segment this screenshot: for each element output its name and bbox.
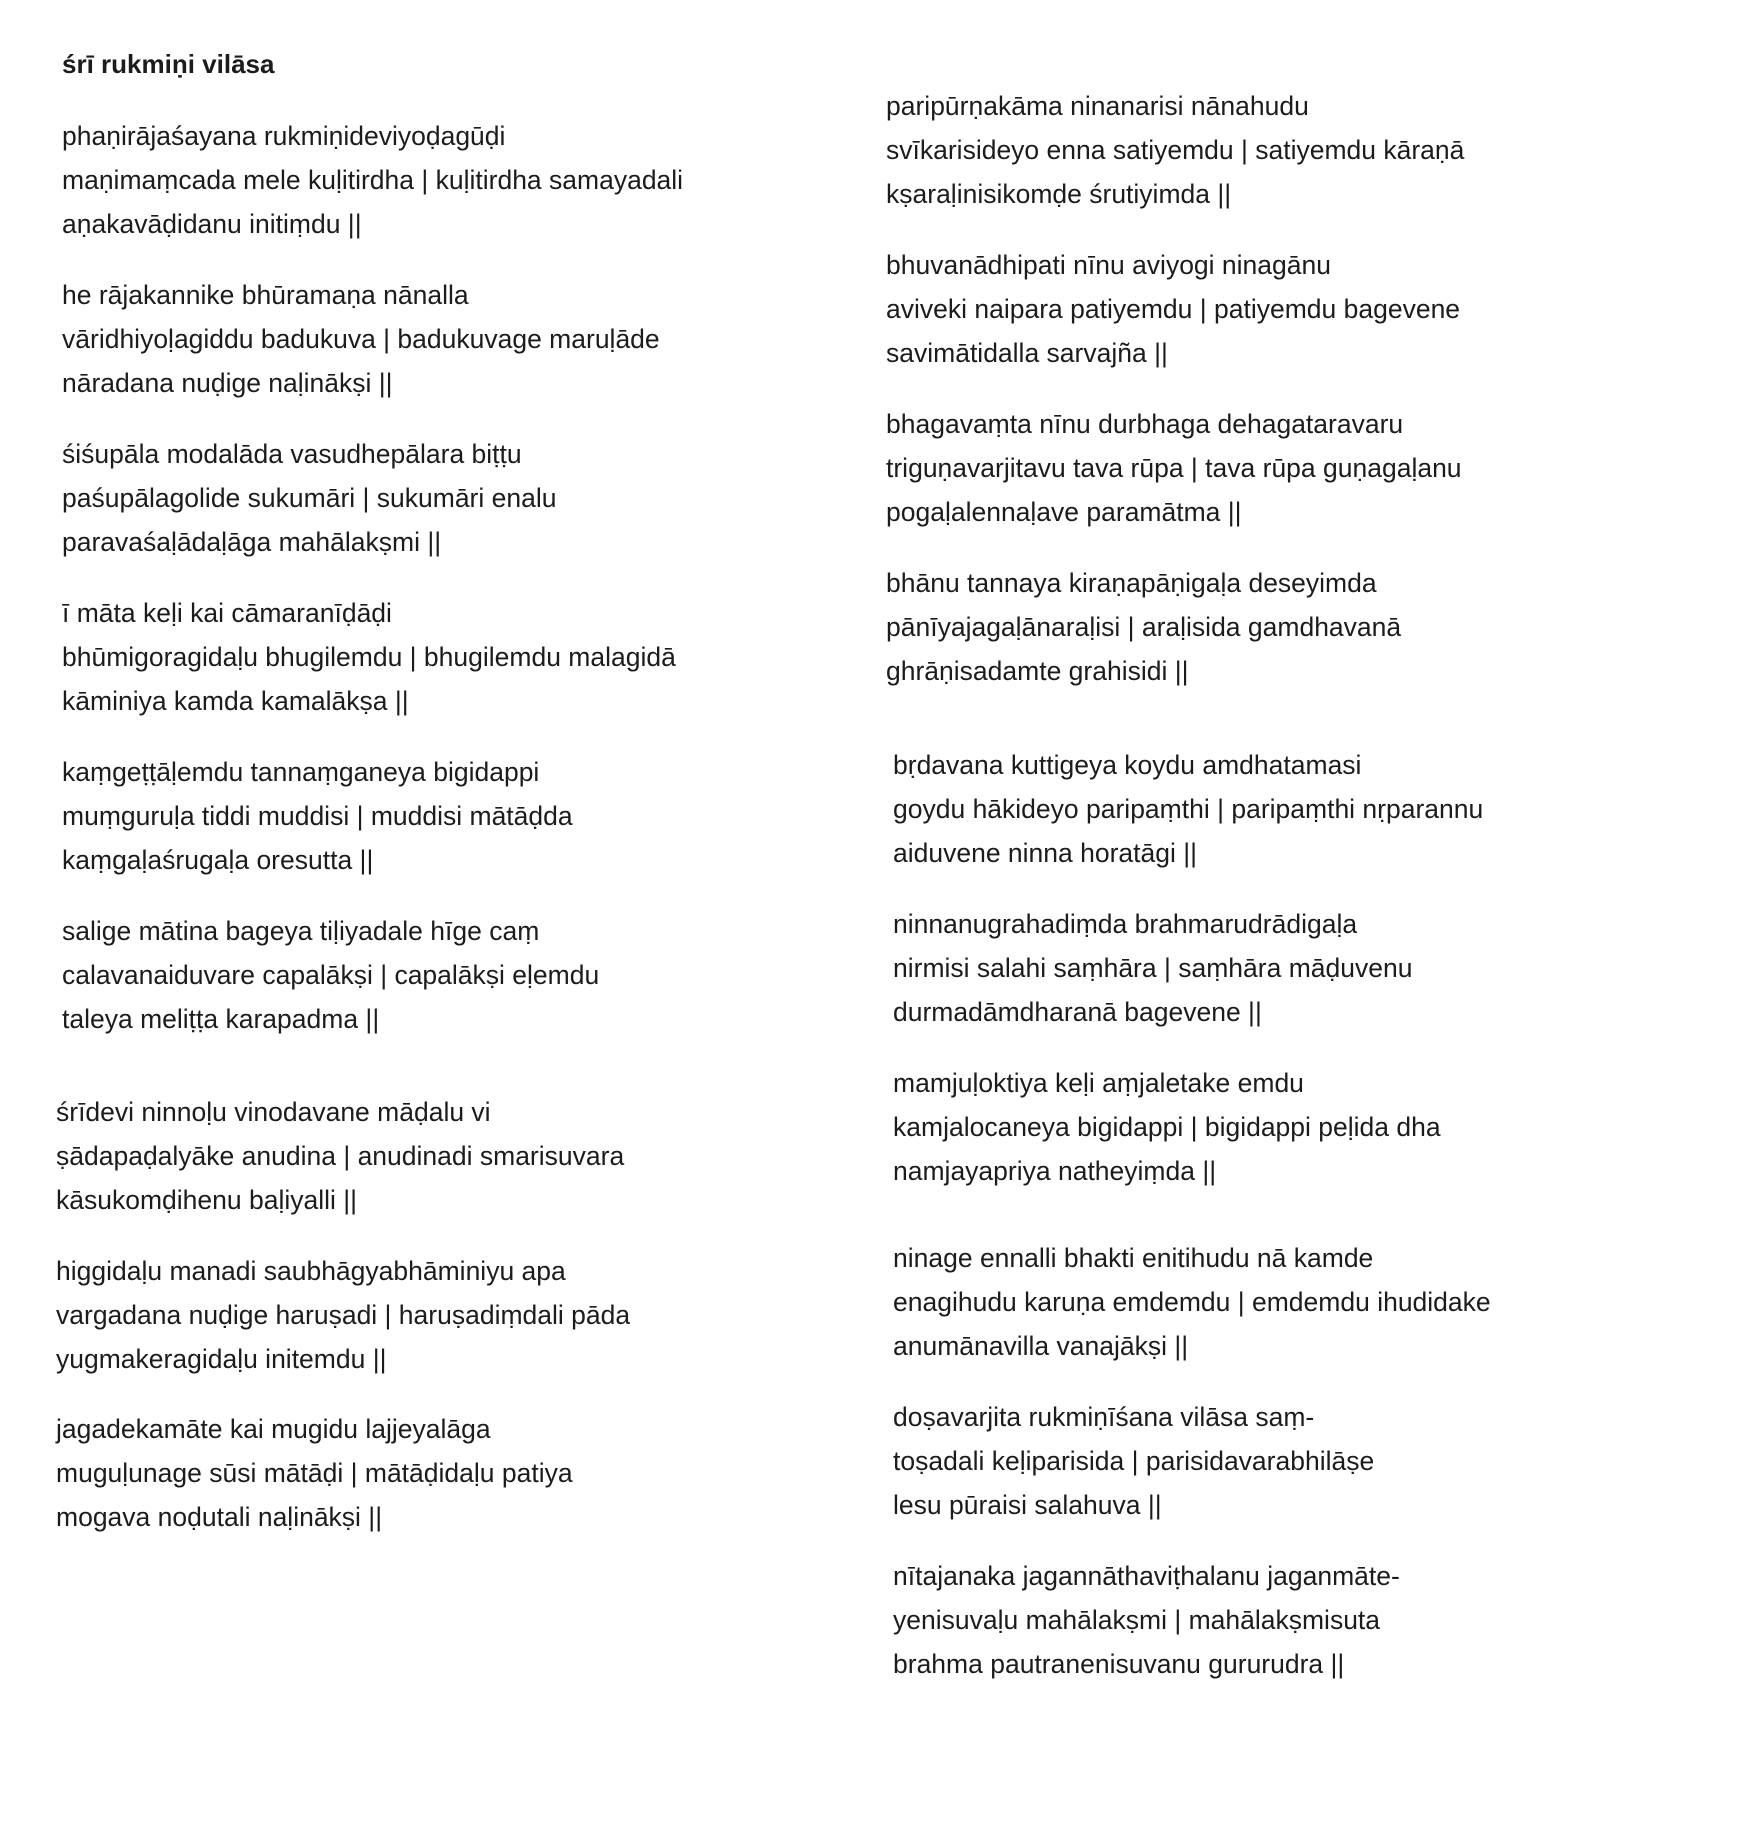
verse-line: bhagavaṃta nīnu durbhaga dehagataravaru [886,409,1404,439]
stanza-17 [893,1236,1491,1368]
verse-line: mogava noḍutali naḷinākṣi || [56,1502,383,1532]
verse-line: kaṃgaḷaśrugaḷa oresutta || [62,845,374,875]
verse-line: lesu pūraisi salahuva || [893,1490,1162,1520]
verse-line: kṣaraḷinisikomḍe śrutiyimda || [886,179,1232,209]
stanza-3 [62,432,556,564]
verse-line: anumānavilla vanajākṣi || [893,1331,1189,1361]
verse-line: ī māta keḷi kai cāmaranīḍāḍi [62,598,392,628]
verse-line: yugmakeragidaḷu initemdu || [56,1344,387,1374]
stanza-18 [893,1395,1374,1527]
verse-line: paravaśaḷādaḷāga mahālakṣmi || [62,527,442,557]
verse-line: kamjalocaneya bigidappi | bigidappi peḷida dha [893,1112,1441,1142]
stanza-6 [62,909,599,1041]
verse-line: svīkarisideyo enna satiyemdu | satiyemdu kāraṇā [886,135,1465,165]
stanza-16 [893,1061,1441,1193]
verse-line: namjayapriya natheyiṃda || [893,1156,1217,1186]
verse-line: ṣādapaḍalyāke anudina | anudinadi smarisuvara [56,1141,625,1171]
verse-line: śrīdevi ninnoḷu vinodavane māḍalu vi [56,1097,491,1127]
verse-line: aiduvene ninna horatāgi || [893,838,1198,868]
verse-line: goydu hākideyo paripaṃthi | paripaṃthi nṛparannu [893,794,1484,824]
verse-line: bhūmigoragidaḷu bhugilemdu | bhugilemdu malagidā [62,642,676,672]
verse-line: bṛdavana kuttigeya koydu amdhatamasi [893,750,1362,780]
verse-line: pānīyajagaḷānaraḷisi | araḷisida gamdhavanā [886,612,1402,642]
verse-line: maṇimaṃcada mele kuḷitirdha | kuḷitirdha samayadali [62,165,684,195]
verse-line: durmadāmdharanā bagevene || [893,997,1262,1027]
stanza-2 [62,273,660,405]
stanza-15 [893,902,1412,1034]
stanza-9 [56,1407,573,1539]
stanza-14 [893,743,1483,875]
verse-line: he rājakannike bhūramaṇa nānalla [62,280,469,310]
verse-line: vargadana nuḍige haruṣadi | haruṣadiṃdali pāda [56,1300,631,1330]
verse-line: nirmisi salahi saṃhāra | saṃhāra māḍuvenu [893,953,1413,983]
stanza-4 [62,591,676,723]
verse-line: pogaḷalennaḷave paramātma || [886,497,1242,527]
verse-line: kāsukomḍihenu baḷiyalli || [56,1185,358,1215]
stanza-11 [886,243,1460,375]
verse-line: bhānu tannaya kiraṇapāṇigaḷa deseyimda [886,568,1377,598]
verse-line: triguṇavarjitavu tava rūpa | tava rūpa guṇagaḷanu [886,453,1462,483]
stanza-5 [62,750,573,882]
stanza-13 [886,561,1401,693]
verse-line: aṇakavāḍidanu initiṃdu || [62,209,362,239]
verse-line: bhuvanādhipati nīnu aviyogi ninagānu [886,250,1331,280]
poem-title: śrī rukmiṇi vilāsa [62,49,275,79]
verse-line: doṣavarjita rukmiṇīśana vilāsa saṃ- [893,1402,1315,1432]
verse-line: savimātidalla sarvajña || [886,338,1168,368]
verse-line: brahma pautranenisuvanu gururudra || [893,1649,1345,1679]
verse-line: enagihudu karuṇa emdemdu | emdemdu ihudidake [893,1287,1491,1317]
verse-line: ninage ennalli bhakti enitihudu nā kamde [893,1243,1374,1273]
verse-line: phaṇirājaśayana rukmiṇideviyoḍagūḍi [62,121,506,151]
verse-line: calavanaiduvare capalākṣi | capalākṣi eḷemdu [62,960,600,990]
verse-line: aviveki naipara patiyemdu | patiyemdu bagevene [886,294,1461,324]
verse-line: nāradana nuḍige naḷinākṣi || [62,368,393,398]
verse-line: mamjuḷoktiya keḷi aṃjaletake emdu [893,1068,1304,1098]
stanza-7 [56,1090,624,1222]
verse-line: salige mātina bageya tiḷiyadale hīge caṃ [62,916,540,946]
stanza-8 [56,1249,630,1381]
stanza-12 [886,402,1462,534]
verse-line: muṃguruḷa tiddi muddisi | muddisi mātāḍda [62,801,573,831]
verse-line: kāminiya kamda kamalākṣa || [62,686,409,716]
verse-line: kaṃgeṭṭāḷemdu tannaṃganeya bigidappi [62,757,540,787]
verse-line: paśupālagolide sukumāri | sukumāri enalu [62,483,557,513]
verse-line: muguḷunage sūsi mātāḍi | mātāḍidaḷu patiya [56,1458,573,1488]
stanza-1 [62,114,683,246]
verse-line: ninnanugrahadiṃda brahmarudrādigaḷa [893,909,1358,939]
stanza-10 [886,84,1464,216]
verse-line: paripūrṇakāma ninanarisi nānahudu [886,91,1309,121]
verse-line: taleya meliṭṭa karapadma || [62,1004,380,1034]
verse-line: nītajanaka jagannāthaviṭhalanu jaganmāte- [893,1561,1400,1591]
verse-line: ghrāṇisadamte grahisidi || [886,656,1189,686]
verse-line: vāridhiyoḷagiddu badukuva | badukuvage maruḷāde [62,324,660,354]
stanza-19 [893,1554,1400,1686]
verse-line: toṣadali keḷiparisida | parisidavarabhilāṣe [893,1446,1375,1476]
verse-line: śiśupāla modalāda vasudhepālara biṭṭu [62,439,522,469]
verse-line: yenisuvaḷu mahālakṣmi | mahālakṣmisuta [893,1605,1381,1635]
verse-line: higgidaḷu manadi saubhāgyabhāminiyu apa [56,1256,566,1286]
verse-line: jagadekamāte kai mugidu lajjeyalāga [56,1414,491,1444]
